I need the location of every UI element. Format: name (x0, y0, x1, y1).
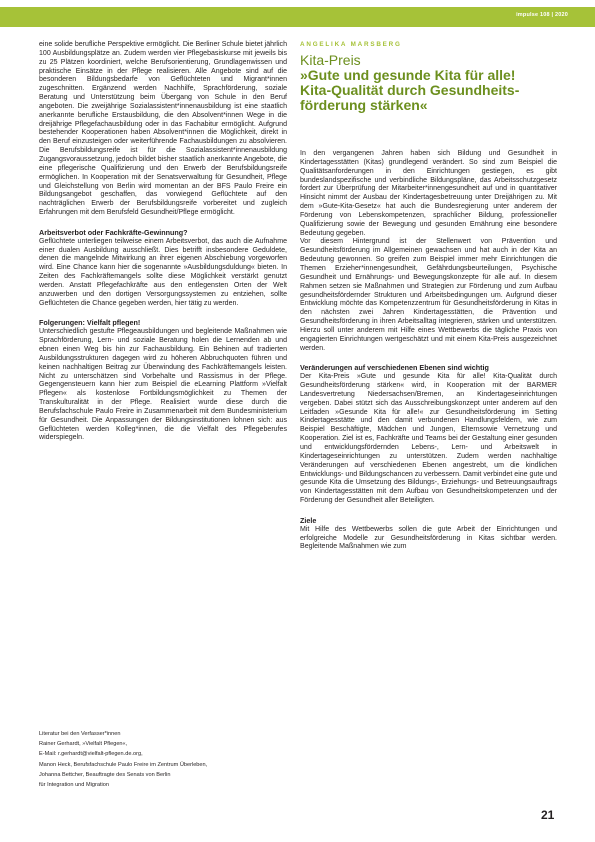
lit-line: Johanna Bettcher, Beauftragte des Senats von Berlin (39, 771, 171, 778)
section-heading-veraenderungen: Veränderungen auf verschiedenen Ebenen sind wichtig (300, 363, 489, 373)
paragraph-kita-preis: Der Kita-Preis »Gute und gesunde Kita für alle! Kita-Qualität durch Gesundheitsförderung stärken« wird, in Kooperation mit der BARMER Landesvertretung Niedersachsen/Bremen, an Kindertageseinrichtungen vergeben. Dabei stützt sich das Ausschreibungskonzept unter anderem auf den Leitfaden »Gesunde Kita für alle!« zur Gesundheitsförderung im Setting Kindertagesstätte und den damit verbundenen Handlungsfeldern, wie zum Beispiel Beschäftigte, Mädchen und Jungen, Elternsowie Vernetzung und Kooperation. Ziel ist es, Fachkräfte und Teams bei der Gestaltung einer gesunden und entwicklungsfördernden Lebens-, Lern- und Arbeitswelt in Kindertageseinrichtungen zu unterstützen. Zudem werden nachhaltige Veränderungen auf verschiedenen Ebenen angestrebt, um die kindlichen Entwicklungs- und Bildungschancen zu verbessern. Damit verbindet eine gute und gesunde Kita die Umsetzung des Bildungs-, Erziehungs- und Betreuungsauftrags von Kindertagesstätten mit dem Aufbau von Gesundheitskompetenzen und der Förderung der Gesundheit aller Beteiligten. (300, 373, 557, 505)
lit-line: Literatur bei den Verfasser*innen (39, 731, 121, 737)
author-name: ANGELIKA MARSBERG (300, 41, 402, 48)
literature-note (39, 729, 289, 790)
lit-line: Manon Heck, Berufsfachschule Paulo Freire im Zentrum Überleben, (39, 761, 208, 768)
title-line: Kita-Preis (300, 52, 361, 68)
title-line: »Gute und gesunde Kita für alle! (300, 67, 516, 83)
paragraph-hintergrund: Vor diesem Hintergrund ist der Stellenwert von Prävention und Gesundheitsförderung im Allgemeinen gewachsen und hat auch in der Kita an Bedeutung gewonnen. So greifen zum Beispiel immer mehr Einrichtungen die Themen Erzieher*innengesundheit, Gefährdungsbeurteilungen, Psychische Gesundheit und Ernährungs- und Bewegungskonzepte für alle auf. In diesem Rahmen setzen sie Maßnahmen und Strategien zur Förderung und zum Aufbau gesundheitsfördernder Strukturen und Arbeitsbedingungen um. Aufgrund dieser Entwicklung möchte das Kompetenzzentrum für Gesundheitsförderung in Kitas in den nächsten zwei Jahren Kindertagesstätten, die Prävention und Gesundheitsförderung in ihren Arbeitsalltag integrieren, stärken und unterstützen. Hierzu soll unter anderem mit Hilfe eines Wettbewerbs die tägliche Praxis von engagierten Einrichtungen wertgeschätzt und mit einem Kita-Preis ausgezeichnet werden. (300, 238, 557, 352)
paragraph-ziele: Mit Hilfe des Wettbewerbs sollen die gute Arbeit der Einrichtungen und erfolgreiche Modelle zur Gesundheitsförderung in Kitas sichtbar werden. Begleitende Maßnahmen wie zum (300, 525, 557, 551)
issue-label: impulse 108 | 2020 (516, 12, 568, 18)
lit-line: E-Mail: r.gerhardt@vielfalt-pflegen.de.org, (39, 751, 143, 758)
page-number: 21 (541, 808, 555, 822)
paragraph-intro: In den vergangenen Jahren haben sich Bildung und Gesundheit in Kindertagesstätten (Kitas) grundlegend verändert. So sind zum Beispiel die Qualitätsanforderungen in den Einrichtungen gestiegen, es gibt bundeslandspezifische und verbindliche Bildungspläne, das Arbeitsschutzgesetz fordert zur Überprüfung der Mitarbeiter*innengesundheit auf und in quantitativer Hinsicht nimmt der Ausbau der Kindertagesbetreuung unter Dreijährigen zu. Mit dem »Gute-Kita-Gesetz« hat auch die Bundesregierung unter anderem der Förderung von Lebenskompetenzen, sprachlicher Bildung, professioneller Qualifizierung sowie der Bewegung und gesunden Ernährung eine besondere Bedeutung gegeben. (300, 150, 557, 237)
article-title (300, 53, 550, 113)
right-column (300, 150, 557, 552)
left-column (39, 41, 287, 443)
section-heading-arbeitsverbot: Arbeitsverbot oder Fachkräfte-Gewinnung? (39, 227, 188, 237)
paragraph-folgerungen: Unterschiedlich gestufte Pflegeausbildungen und begleitende Maßnahmen wie Sprachförderung, Lern- und soziale Beratung holen die Lernenden ab und ebnen einen Weg bis hin zur Fachausbildung. Ein Behinen auf tradierten Ausbildungsstrukturen dagegen wird zu höheren Abbruchquoten führen und keinen nachhaltigen Beitrag zur Überwindung des Fachkräftemangels leisten. Nicht zu unterschätzen sind Vorbehalte und Rassismus in der Pflege. Gegengensteuern kann hier zum Beispiel die eLearning Plattform »Vielfalt Pflegen« als kostenlose Fortbildungsmöglichkeit zu Themen der Transkulturalität in der Pflege. Realisiert wurde diese durch die Berufsfachschule Paulo Freire in Zusammenarbeit mit dem Bundesministerium für Gesundheit. Die Anpassungen der Bildungsinstitutionen lohnen sich: aus Geflüchteten werden Kolleg*innen, die die Vielfalt des Pflegeberufes widerspiegeln. (39, 328, 287, 442)
lit-line: Rainer Gerhardt, »Vielfalt Pflegen«, (39, 741, 128, 748)
title-line: Kita-Qualität durch Gesundheits- (300, 82, 520, 98)
section-heading-folgerungen: Folgerungen: Vielfalt pflegen! (39, 318, 141, 328)
title-line: förderung stärken« (300, 97, 428, 113)
section-heading-ziele: Ziele (300, 515, 317, 525)
lit-line: für Integration und Migration (39, 782, 109, 789)
paragraph-arbeitsverbot: Geflüchtete unterliegen teilweise einem Arbeitsverbot, das auch die Aufnahme einer dualen Ausbildung ausschließt. Dies betrifft insbesondere Geduldete, denen die mangelnde Mitwirkung an ihrer eigenen Abschiebung vorgeworfen wird. Eine Chance kann hier die sogenannte »Ausbildungsduldung« bieten. In Zeiten des Fachkräftemangels sollte diese Möglichkeit verstärkt genutzt werden. Anstatt Pflegefachkräfte aus den entlegensten Orten der Welt anzuwerben und den dortigen Versorgungssystemen zu entziehen, sollte Geflüchteten die Chance gegeben werden, hier tätig zu werden. (39, 237, 287, 307)
header-bar (0, 7, 595, 27)
intro-paragraph: eine solide berufliche Perspektive ermöglicht. Die Berliner Schule bietet jährlich 100 Ausbildungsplätze an. Zudem werden vier Pflegebasiskurse mit jeweils bis zu 25 Plätzen koordiniert, welche Berufsorientierung, Grundlagenwissen und praktische Einsätze in der Pflege realisieren. Alle Angebote sind auf die besonderen Bildungsbedarfe von Geflüchteten und Migrant*innen zugeschnitten. Ergänzend werden Nachhilfe, Sprachförderung, soziale Beratung und Unterstützung beim Übergang von Schule in den Beruf angeboten. Die zweijährige Sozialassistent*innenausbildung ist eine staatlich anerkannte berufliche Erstausbildung, die den Absolvent*innen Wege in die dreijährige Pflegefachausbildung oder in das Fachabitur ermöglicht. Aufgrund bestehender Kooperationen haben Absolvent*innen die Möglichkeit, direkt in den Beruf einzusteigen oder weiterführende Fachausbildungen zu absolvieren. Die Berufsbildungsreife ist für die Sozialassistent*innenausbildung Zugangsvoraussetzung, jedoch bildet bisher staatlich anerkannte Angebote, die eine pflegerische Qualifizierung und den Erwerb der Berufsbildungsreife ermöglichen. In Kooperation mit der Senatsverwaltung für Gesundheit, Pflege und Gleichstellung von Berlin wird momentan an der BFS Paulo Freire ein Bildungsangebot geschaffen, das vorwiegend Geflüchtete auf den nachträglichen Erwerb der Berufsbildungsreife vorbereitet und zugleich Erfahrungen mit dem Berufsfeld Gesundheit/Pflege ermöglicht. (39, 41, 287, 217)
